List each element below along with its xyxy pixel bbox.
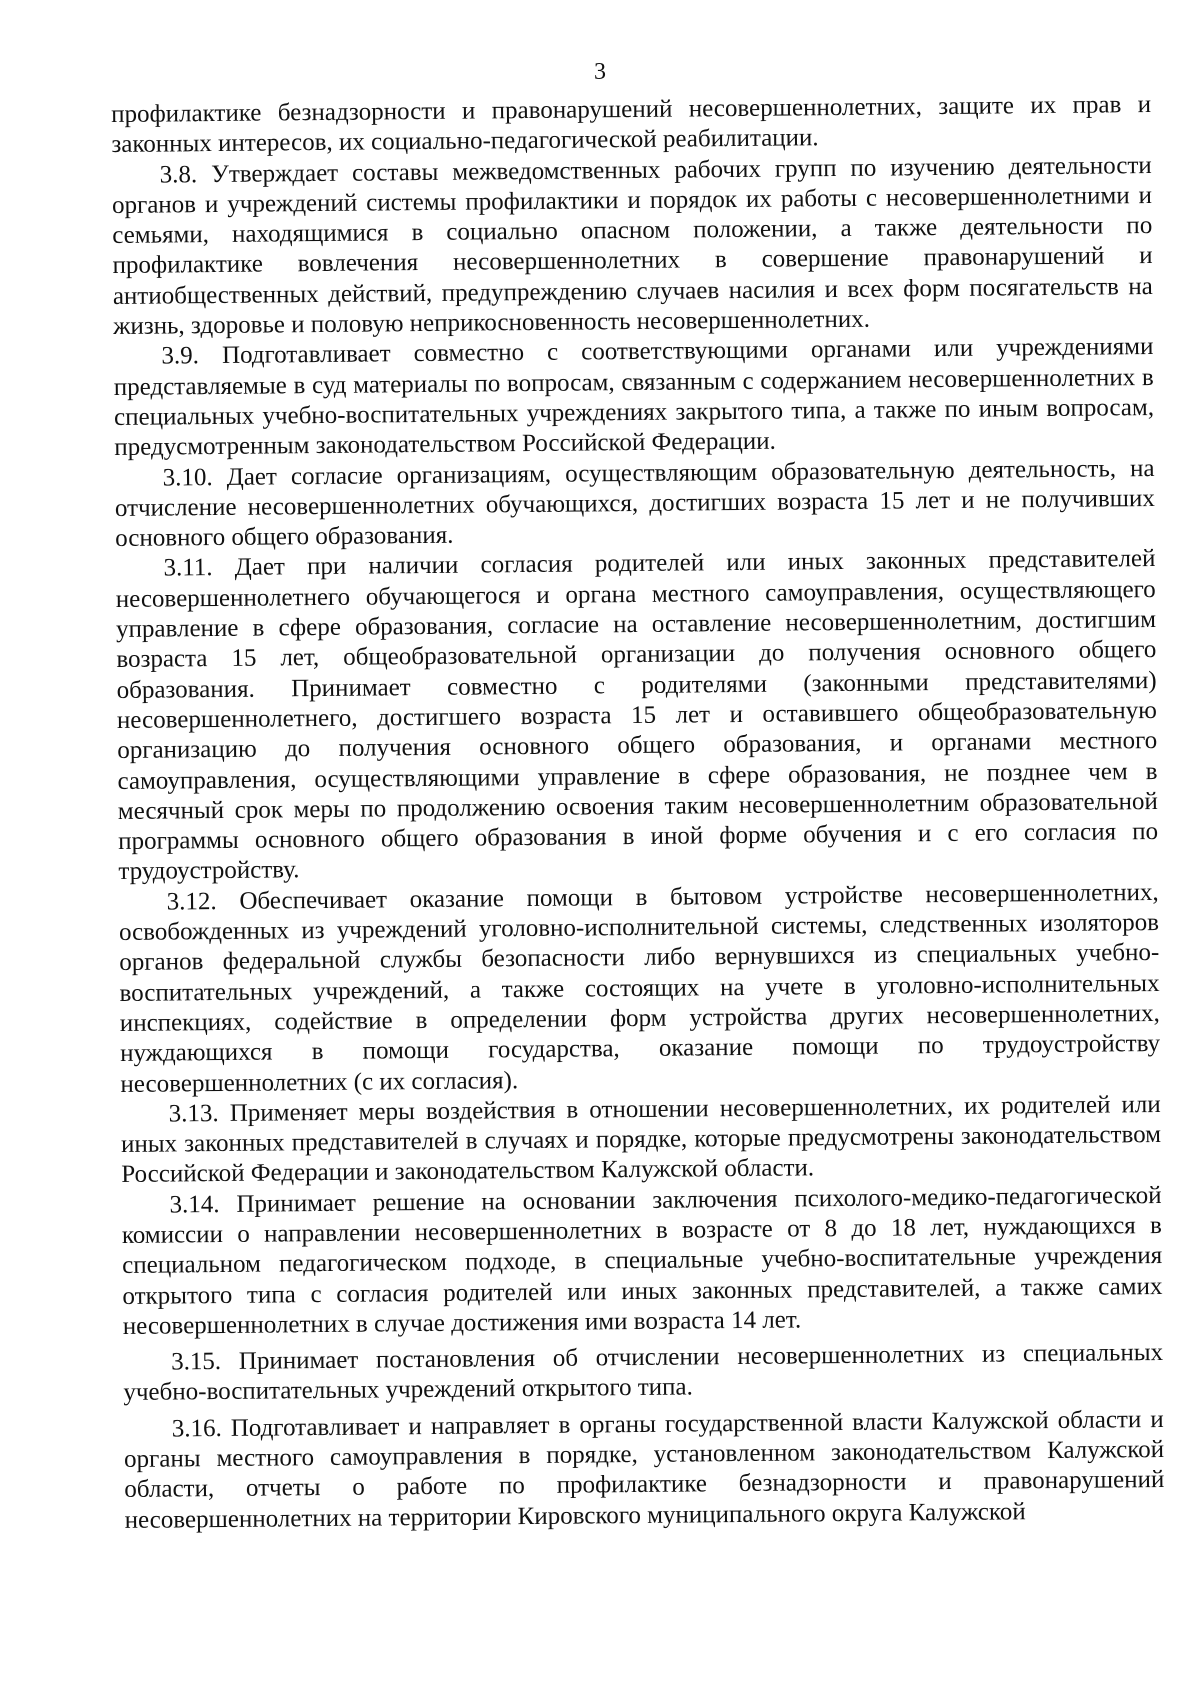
page-number: 3 — [594, 59, 606, 85]
paragraph-3-8: 3.8. Утверждает составы межведомственных рабочих групп по изучению деятельности органов и учреждений системы профилактики и порядок их работы с несовершеннолетними и семьями, находящимися в социально опасном положении, а также деятельности по профилактике вовлечения несовершеннолетних в совершение правонарушений и антиобщественных действий, предупреждению случаев насилия и всех форм посягательств на жизнь, здоровье и половую неприкосновенность несовершеннолетних. — [111, 151, 1153, 341]
paragraph-3-16: 3.16. Подготавливает и направляет в органы государственной власти Калужской области и органы местного самоуправления в порядке, установленном законодательством Калужской области, отчеты о работе по профилактике безнадзорности и правонарушений несовершеннолетних на территории Кировского муниципального округа Калужской — [123, 1405, 1165, 1534]
paragraph-3-11: 3.11. Дает при наличии согласия родителей или иных законных представителей несовершеннолетнего обучающегося и органа местного самоуправления, осуществляющего управление в сфере образования, согласие на оставление несовершеннолетним, достигшим возраста 15 лет, общеобразовательной организации до получения основного общего образования. Принимает совместно с родителями (законными представителями) несовершеннолетнего, достигшего возраста 15 лет и оставившего общеобразовательную организацию до получения основного общего образования, и органами местного самоуправления, осуществляющими управление в сфере образования, не позднее чем в месячный срок меры по продолжению освоения таким несовершеннолетним образовательной программы основного общего образования в иной форме обучения и с его согласия по трудоустройству. — [115, 545, 1159, 886]
paragraph-3-12: 3.12. Обеспечивает оказание помощи в бытовом устройстве несовершеннолетних, освобожденных из учреждений уголовно-исполнительной системы, следственных изоляторов органов федеральной службы безопасности либо вернувшихся из специальных учебно-воспитательных учреждений, а также состоящих на учете в уголовно-исполнительных инспекциях, содействие в определении форм устройства других несовершеннолетних, нуждающихся в помощи государства, оказание помощи по трудоустройству несовершеннолетних (с их согласия). — [118, 878, 1161, 1098]
paragraph-3-9: 3.9. Подготавливает совместно с соответствующими органами или учреждениями представляемые в суд материалы по вопросам, связанным с содержанием несовершеннолетних в специальных учебно-воспитательных учреждениях закрытого типа, а также по иным вопросам, предусмотренным законодательством Российской Федерации. — [113, 333, 1155, 462]
paragraph-3-15: 3.15. Принимает постановления об отчислении несовершеннолетних из специальных учебно-воспитательных учреждений открытого типа. — [123, 1339, 1164, 1407]
paragraph-3-10: 3.10. Дает согласие организациям, осуществляющим образовательную деятельность, на отчисление несовершеннолетних обучающихся, достигших возраста 15 лет и не получивших основного общего образования. — [114, 454, 1156, 553]
document-body — [111, 90, 1165, 1536]
paragraph-3-14: 3.14. Принимает решение на основании заключения психолого-медико-педагогической комиссии о направлении несовершеннолетних в возрасте от 8 до 18 лет, нуждающихся в специальном педагогическом подходе, в специальные учебно-воспитательные учреждения открытого типа с согласия родителей или иных законных представителей, а также самих несовершеннолетних в случае достижения ими возраста 14 лет. — [121, 1181, 1163, 1340]
paragraph-intro: профилактике безнадзорности и правонарушений несовершеннолетних, защите их прав и законных интересов, их социально-педагогической реабилитации. — [111, 91, 1152, 159]
paragraph-3-13: 3.13. Применяет меры воздействия в отношении несовершеннолетних, их родителей или иных законных представителей в случаях и порядке, которые предусмотрены законодательством Российской Федерации и законодательством Калужской области. — [120, 1090, 1162, 1189]
